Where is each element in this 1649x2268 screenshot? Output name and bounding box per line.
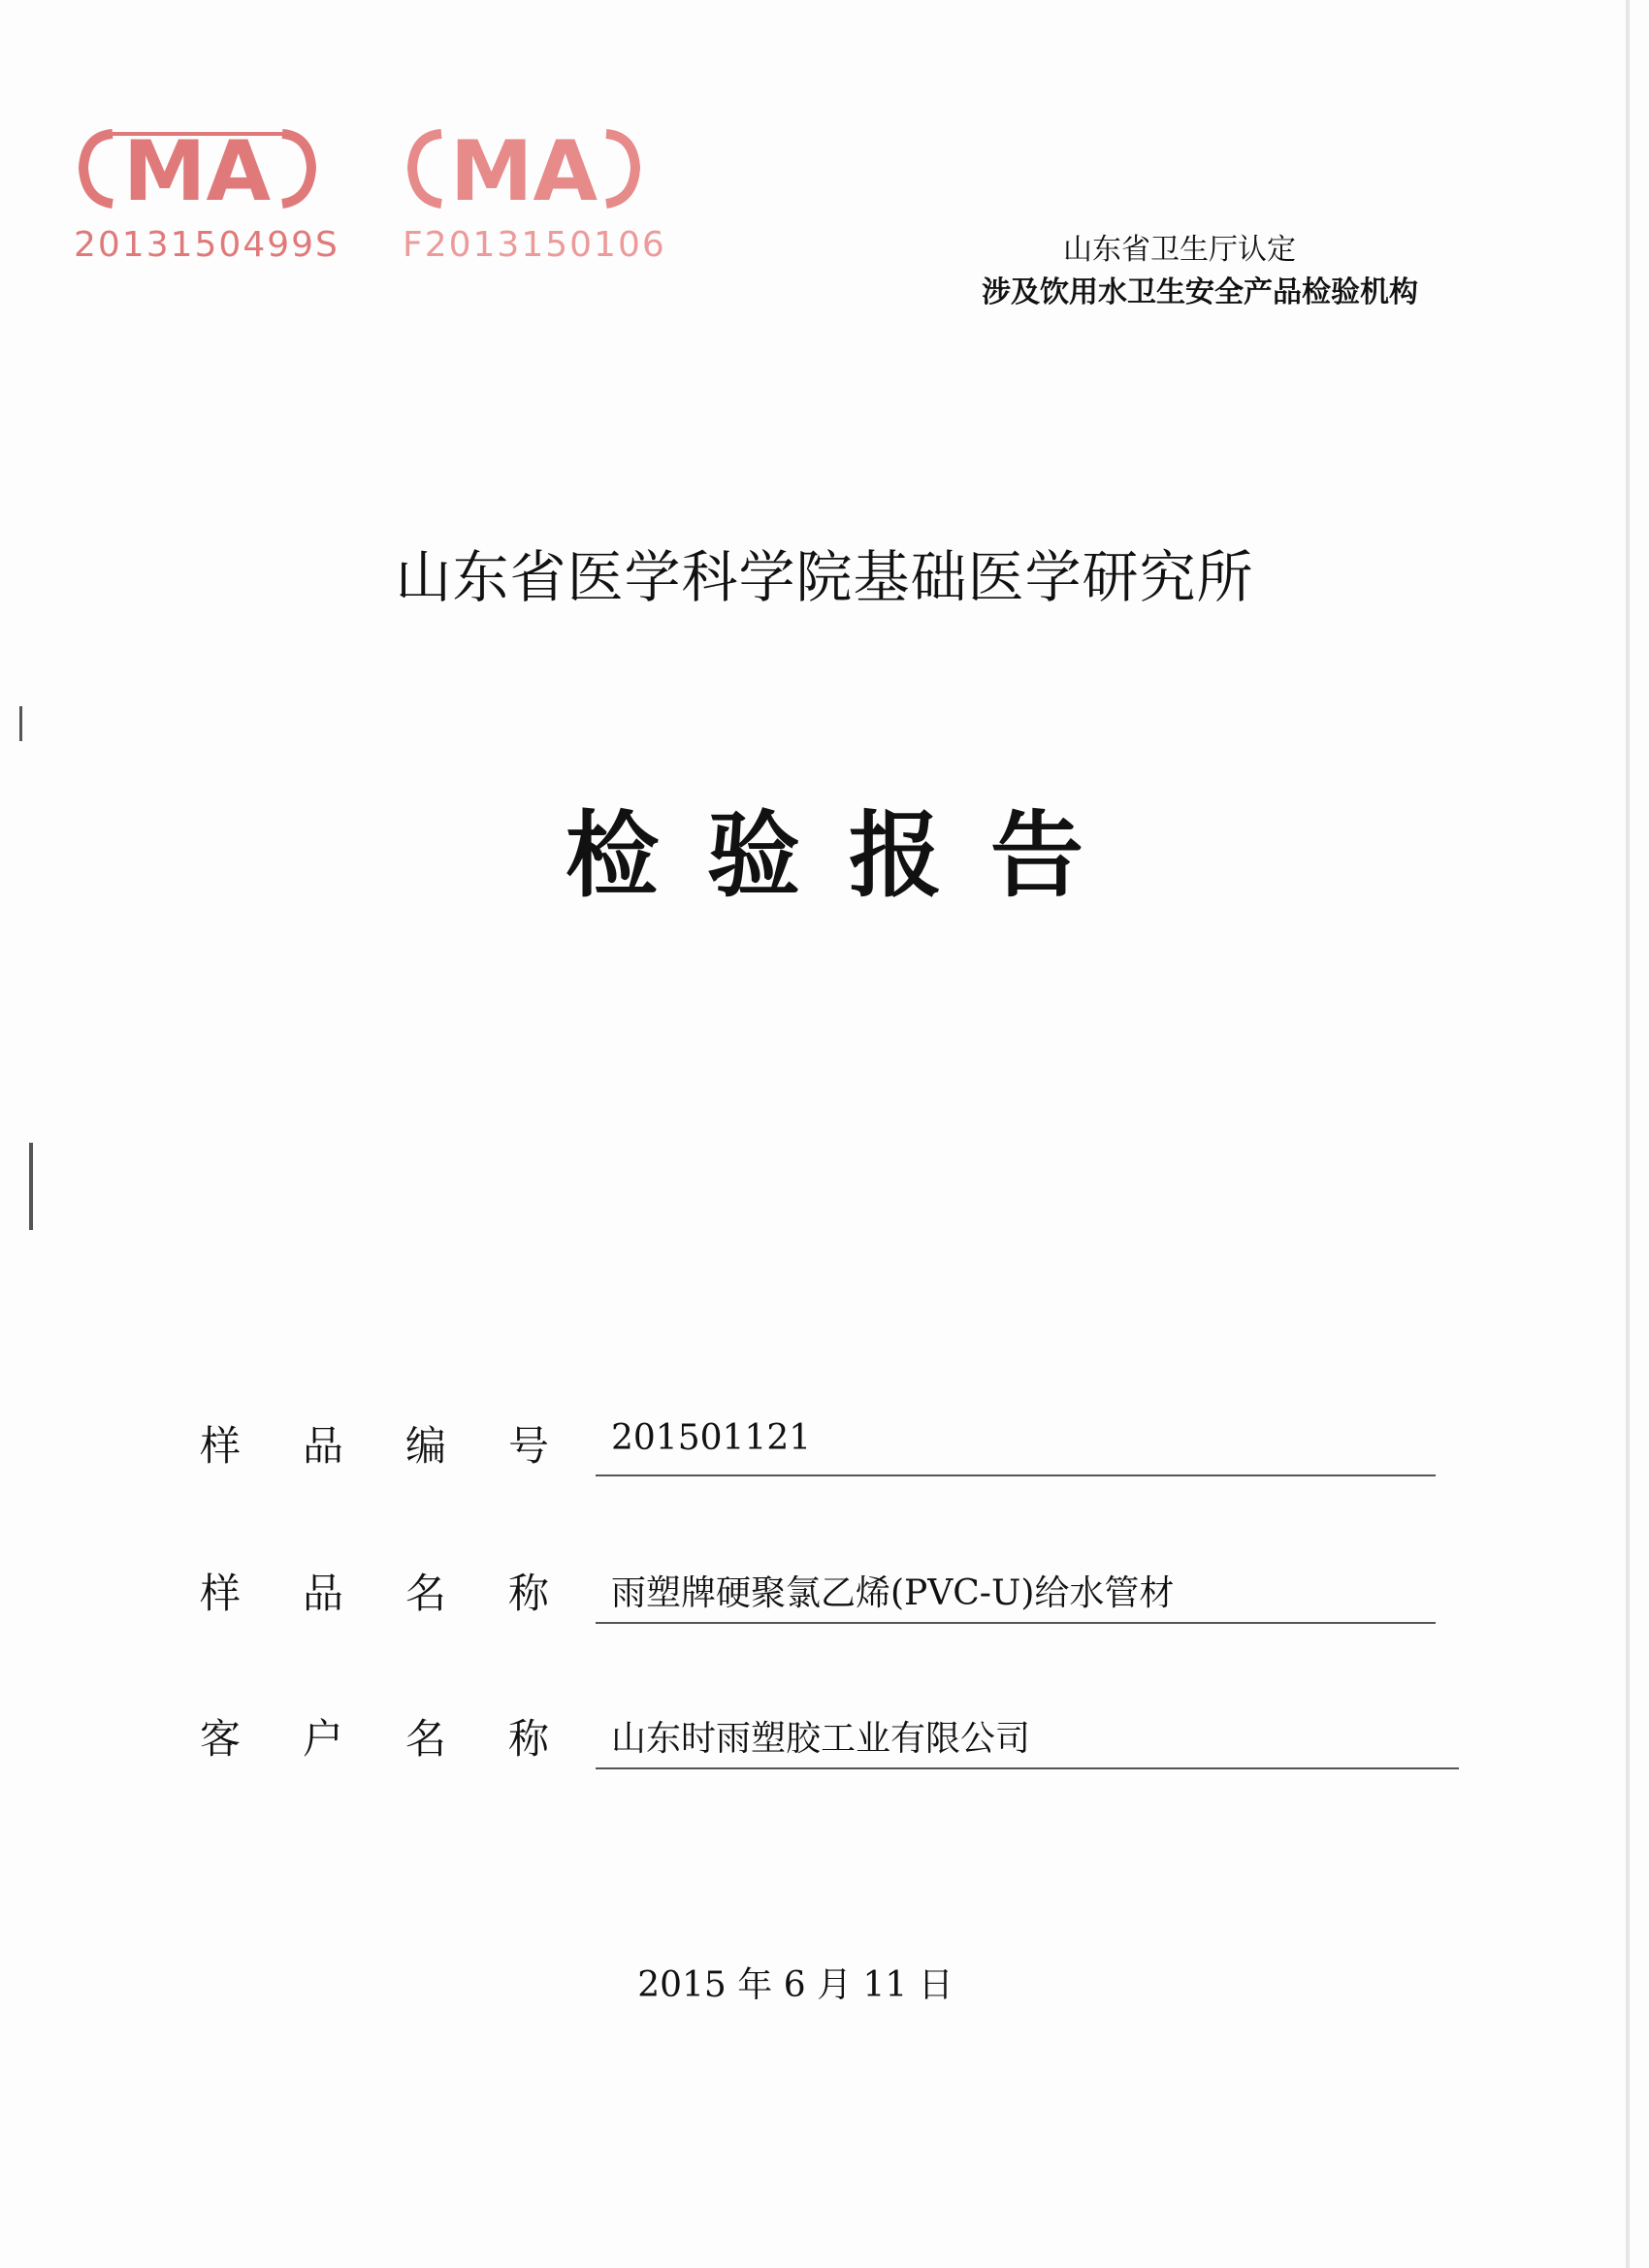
label-char: 号 — [507, 1422, 549, 1470]
label-char: 品 — [302, 1570, 343, 1617]
field-label — [200, 1562, 549, 1620]
label-char: 称 — [507, 1715, 549, 1763]
underline — [596, 1767, 1459, 1769]
label-char: 名 — [404, 1715, 446, 1763]
scan-mark — [29, 1143, 33, 1230]
field-label — [200, 1707, 549, 1766]
scan-mark — [19, 706, 22, 741]
cma-stamp-icon — [74, 114, 321, 221]
field-value: 山东时雨塑胶工业有限公司 — [611, 1719, 1031, 1759]
certification-note — [982, 229, 1418, 314]
label-char: 客 — [200, 1715, 242, 1763]
cma-stamp-icon — [403, 114, 645, 221]
label-char: 名 — [404, 1570, 446, 1617]
cma-stamp-1 — [74, 114, 340, 265]
field-value: 201501121 — [611, 1418, 812, 1458]
certification-line-1: 山东省卫生厅认定 — [1063, 233, 1296, 267]
field-label — [200, 1414, 549, 1473]
field-value: 雨塑牌硬聚氯乙烯(PVC-U)给水管材 — [611, 1573, 1175, 1613]
stamp-mark-text: MA — [122, 123, 272, 220]
label-char: 品 — [302, 1422, 343, 1470]
cma-stamp-2 — [403, 114, 666, 265]
page-edge — [1626, 0, 1630, 2268]
label-char: 样 — [200, 1570, 242, 1617]
report-title: 检验报告 — [566, 801, 1132, 910]
label-char: 样 — [200, 1422, 242, 1470]
stamp-mark-text: MA — [449, 123, 598, 220]
institute-name: 山东省医学科学院基础医学研究所 — [395, 544, 1254, 610]
stamp-code: F2013150106 — [403, 225, 666, 265]
label-char: 称 — [507, 1570, 549, 1617]
underline — [596, 1622, 1436, 1624]
label-char: 编 — [404, 1422, 446, 1470]
underline — [596, 1474, 1436, 1476]
stamp-code: 2013150499S — [74, 225, 340, 265]
label-char: 户 — [302, 1715, 343, 1763]
report-date: 2015 年 6 月 11 日 — [637, 1965, 954, 2005]
certification-line-2: 涉及饮用水卫生安全产品检验机构 — [982, 275, 1418, 309]
